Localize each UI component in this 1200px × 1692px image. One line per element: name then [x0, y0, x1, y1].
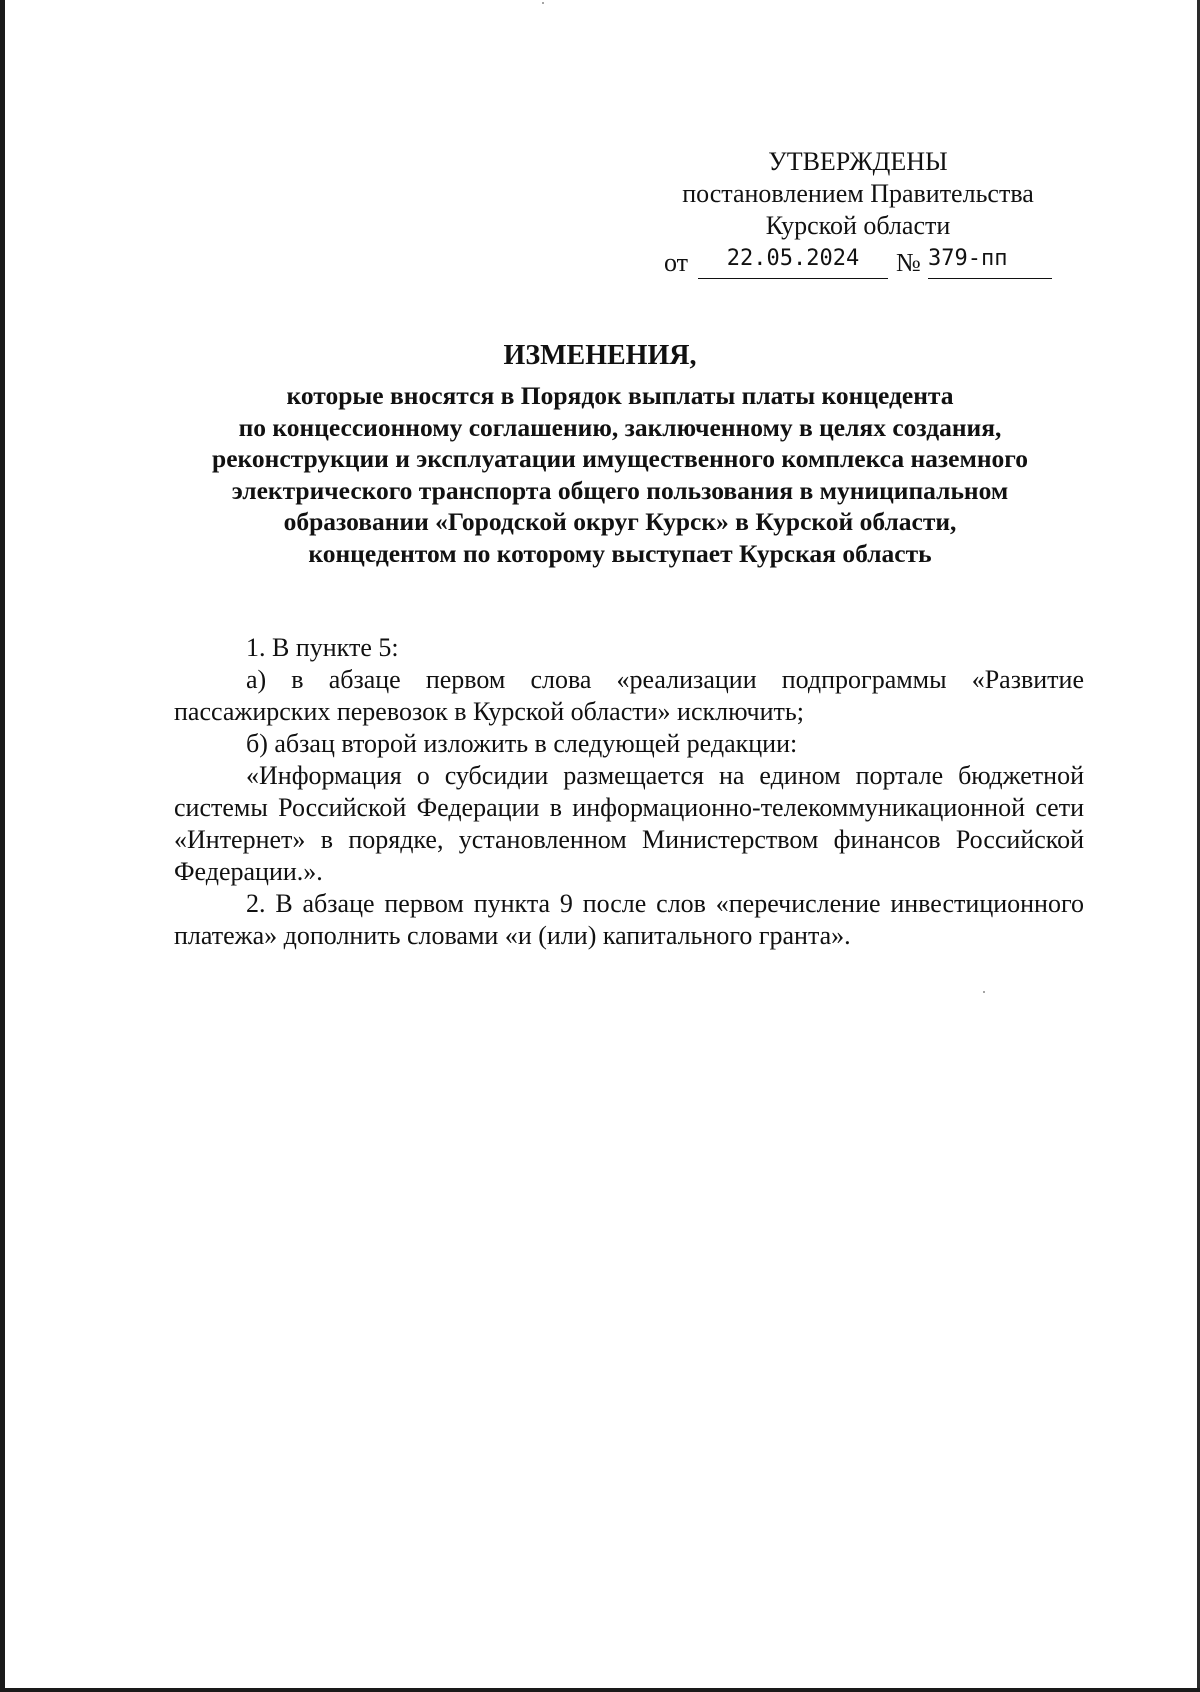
document-title: ИЗМЕНЕНИЯ,: [503, 340, 697, 371]
approval-heading: УТВЕРЖДЕНЫ: [768, 147, 948, 176]
scan-speck: [542, 2, 544, 4]
number-prefix: №: [896, 248, 921, 277]
document-subtitle: [150, 380, 1090, 569]
approval-date: 22.05.2024: [698, 242, 888, 279]
body-paragraph: а) в абзаце первом слова «реализации подпрограммы «Развитие пассажирских перевозок в Курской области» исключить;: [174, 665, 1084, 726]
subtitle-line: реконструкции и эксплуатации имущественного комплекса наземного: [212, 444, 1028, 473]
subtitle-line: по концессионному соглашению, заключенному в целях создания,: [238, 412, 1002, 442]
approval-authority: постановлением Правительства: [682, 179, 1034, 208]
body-paragraph: б) абзац второй изложить в следующей редакции:: [246, 729, 798, 758]
scan-speck: [983, 991, 985, 993]
scan-edge-bottom: [0, 1688, 1200, 1692]
subtitle-line: электрического транспорта общего пользования в муниципальном: [231, 475, 1009, 505]
scan-edge-left: [0, 0, 5, 1692]
subtitle-line: образовании «Городской округ Курск» в Курской области,: [283, 507, 957, 536]
approval-number: 379-пп: [928, 242, 1052, 279]
subtitle-line: концедентом по которому выступает Курская область: [308, 538, 932, 568]
body-paragraph: 1. В пункте 5:: [246, 633, 399, 662]
body-paragraph: 2. В абзаце первом пункта 9 после слов «перечисление инвестиционного платежа» дополнить словами «и (или) капитального гранта».: [174, 889, 1084, 950]
approval-region: Курской области: [765, 211, 951, 240]
body-paragraph: «Информация о субсидии размещается на едином портале бюджетной системы Российской Федерации в информационно-телекоммуникационной сети «Интернет» в порядке, установленном Министерством финансов Российской Федерации.».: [174, 761, 1084, 886]
approval-block: [648, 146, 1068, 242]
document-body: [174, 632, 1084, 952]
date-prefix: от: [664, 248, 689, 277]
subtitle-line: которые вносятся в Порядок выплаты платы концедента: [286, 381, 954, 410]
